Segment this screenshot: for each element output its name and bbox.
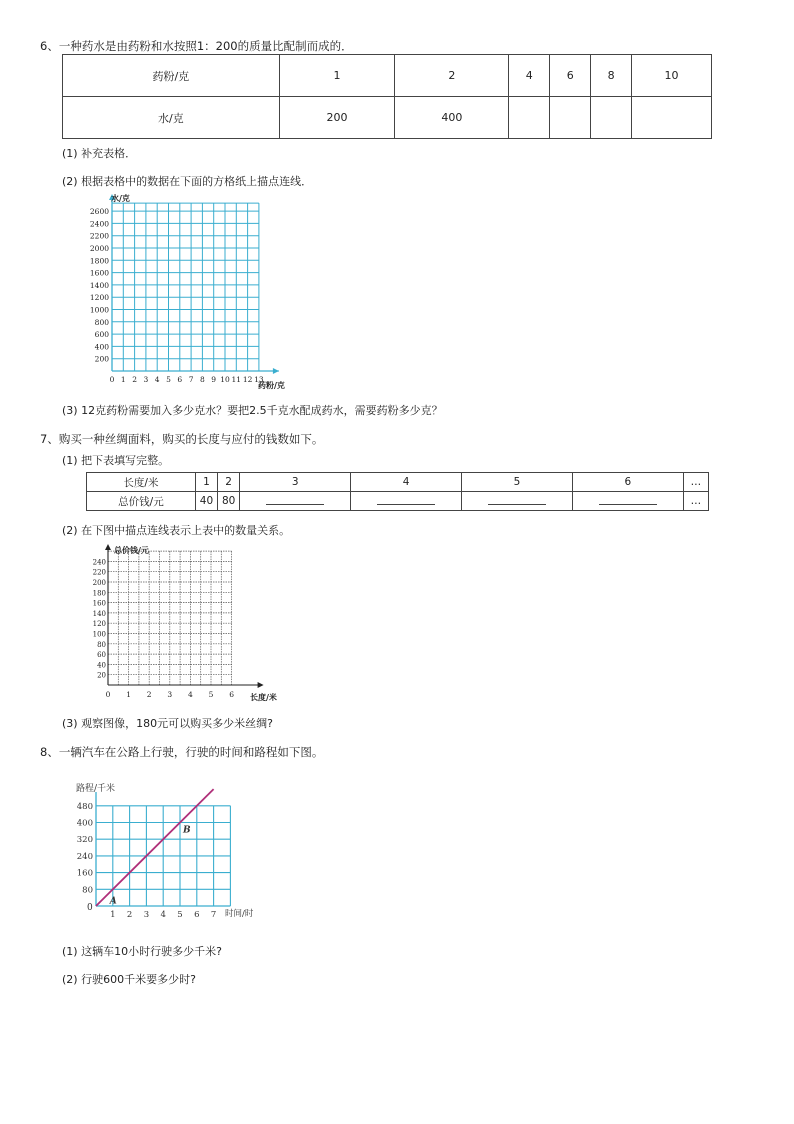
x-tick-label: 13 — [254, 375, 264, 384]
q8-ylabel: 路程/千米 — [76, 784, 116, 794]
y-tick-label: 20 — [97, 671, 106, 680]
q6-y-ticks — [90, 207, 109, 364]
x-tick-label: 4 — [188, 690, 193, 699]
x-tick-label: 5 — [166, 375, 171, 384]
x-tick-label: 5 — [177, 910, 183, 920]
x-tick-label: 7 — [210, 910, 217, 920]
table-cell: 1 — [195, 473, 217, 492]
y-tick-label: 40 — [97, 661, 106, 670]
y-tick-label: 2400 — [89, 219, 109, 229]
x-tick-label: 1 — [126, 690, 131, 699]
x-tick-label: 9 — [211, 375, 217, 384]
q7-grid-lines — [108, 551, 232, 685]
q8-origin-label: 0 — [87, 903, 93, 913]
y-tick-label: 1200 — [89, 293, 109, 303]
q7-y-ticks — [93, 558, 106, 679]
y-tick-label: 1000 — [89, 305, 109, 315]
x-tick-label: 2 — [132, 375, 137, 384]
y-axis-arrow — [105, 544, 111, 550]
y-tick-label: 200 — [94, 354, 109, 364]
table-cell: 80 — [218, 492, 240, 511]
q8-sub2: (2) 行驶600千米要多少时? — [62, 973, 196, 986]
y-tick-label: 220 — [92, 568, 106, 577]
q6-grid-lines — [112, 203, 259, 371]
q8-y-ticks — [77, 802, 93, 896]
x-tick-label: 11 — [231, 375, 242, 384]
x-tick-label: 8 — [200, 375, 205, 384]
q7-table-row-length — [87, 473, 709, 492]
q8-point-b-label: B — [183, 825, 191, 836]
y-tick-label: 160 — [76, 868, 93, 879]
table-cell: 400 — [395, 97, 509, 139]
table-cell: 水/克 — [63, 97, 280, 139]
y-tick-label: 600 — [94, 330, 109, 340]
table-cell: 10 — [632, 55, 712, 97]
x-tick-label: 4 — [160, 910, 166, 920]
table-cell: … — [683, 473, 708, 492]
table-cell-blank[interactable] — [509, 97, 550, 139]
q6-table-row-powder — [63, 55, 712, 97]
x-tick-label: 3 — [143, 375, 149, 384]
q6-sub3: (3) 12克药粉需要加入多少克水？要把2.5千克水配成药水，需要药粉多少克？ — [62, 404, 443, 417]
x-tick-label: 4 — [154, 375, 160, 384]
y-tick-label: 200 — [92, 579, 106, 587]
x-axis-arrow — [258, 682, 264, 688]
table-cell: 2 — [218, 473, 240, 492]
q8-series-line — [96, 789, 214, 906]
y-tick-label: 320 — [76, 835, 93, 846]
y-tick-label: 100 — [92, 630, 106, 639]
answer-blank-cell[interactable] — [572, 492, 683, 511]
q6-x-ticks — [110, 375, 264, 384]
table-cell: 1 — [279, 55, 395, 97]
q6-grid-chart — [84, 190, 294, 395]
table-cell: 8 — [591, 55, 632, 97]
table-cell: 总价钱/元 — [87, 492, 196, 511]
y-tick-label: 2200 — [89, 231, 109, 241]
y-tick-label: 2000 — [89, 244, 109, 253]
y-tick-label: 140 — [92, 609, 106, 618]
y-tick-label: 800 — [94, 317, 109, 327]
y-tick-label: 60 — [97, 651, 106, 660]
x-tick-label: 12 — [242, 375, 253, 384]
x-tick-label: 2 — [126, 910, 133, 920]
q8-grid-lines — [96, 806, 230, 906]
table-cell-blank[interactable] — [550, 97, 591, 139]
y-tick-label: 400 — [94, 342, 109, 352]
y-tick-label: 2600 — [89, 207, 109, 217]
q7-sub2: (2) 在下图中描点连线表示上表中的数量关系。 — [62, 524, 291, 537]
y-tick-label: 1800 — [89, 256, 109, 266]
table-cell: 长度/米 — [87, 473, 196, 492]
table-cell: 40 — [195, 492, 217, 511]
x-tick-label: 6 — [194, 910, 200, 920]
q6-sub1: (1) 补充表格． — [62, 147, 137, 160]
x-tick-label: 1 — [120, 375, 126, 384]
q7-grid-chart — [84, 540, 284, 705]
y-tick-label: 480 — [76, 801, 93, 812]
q7-sub1: (1) 把下表填写完整。 — [62, 454, 170, 467]
q7-sub3: (3) 观察图像，180元可以购买多少米丝绸? — [62, 717, 273, 730]
table-cell: 3 — [240, 473, 351, 492]
q8-x-ticks — [110, 910, 216, 920]
q7-table-row-price — [87, 492, 709, 511]
table-cell: … — [683, 492, 708, 511]
q7-x-ticks — [106, 690, 235, 699]
q6-sub2: (2) 根据表格中的数据在下面的方格纸上描点连线． — [62, 175, 313, 188]
answer-blank-cell[interactable] — [351, 492, 462, 511]
y-tick-label: 1600 — [89, 268, 109, 278]
x-tick-label: 2 — [146, 690, 152, 699]
x-tick-label: 6 — [177, 375, 183, 384]
answer-blank[interactable] — [377, 495, 435, 505]
q6-xlabel: 药粉/克 — [258, 380, 285, 390]
y-tick-label: 240 — [92, 558, 106, 567]
q8-title: 8、一辆汽车在公路上行驶，行驶的时间和路程如下图。 — [40, 745, 324, 759]
table-cell: 5 — [462, 473, 573, 492]
x-axis-arrow — [273, 368, 279, 374]
x-tick-label: 3 — [167, 690, 173, 699]
y-tick-label: 160 — [92, 599, 106, 608]
x-tick-label: 10 — [220, 375, 230, 384]
table-cell: 4 — [509, 55, 550, 97]
q7-xlabel: 长度/米 — [250, 692, 277, 702]
table-cell: 2 — [395, 55, 509, 97]
table-cell-blank[interactable] — [632, 97, 712, 139]
q8-line-chart — [70, 778, 270, 923]
x-tick-label: 0 — [109, 375, 115, 384]
q6-table — [62, 54, 712, 139]
table-cell: 药粉/克 — [63, 55, 280, 97]
q8-point-a-label: A — [109, 896, 117, 907]
q8-xlabel: 时间/时 — [225, 909, 254, 919]
x-tick-label: 0 — [105, 690, 111, 699]
q7-table — [86, 472, 709, 511]
q6-table-row-water — [63, 97, 712, 139]
answer-blank-cell[interactable] — [462, 492, 573, 511]
y-tick-label: 80 — [82, 885, 93, 896]
table-cell-blank[interactable] — [591, 97, 632, 139]
y-tick-label: 120 — [92, 620, 106, 629]
y-tick-label: 80 — [97, 640, 106, 649]
q8-sub1: (1) 这辆车10小时行驶多少千米? — [62, 945, 222, 958]
y-tick-label: 1400 — [89, 280, 109, 290]
answer-blank[interactable] — [599, 495, 657, 505]
table-cell: 6 — [550, 55, 591, 97]
y-tick-label: 400 — [76, 818, 93, 829]
table-cell: 200 — [279, 97, 395, 139]
x-tick-label: 7 — [188, 375, 194, 384]
x-tick-label: 3 — [143, 910, 150, 920]
q6-ylabel: 水/克 — [111, 193, 130, 203]
x-tick-label: 1 — [110, 910, 116, 920]
y-tick-label: 240 — [76, 851, 93, 862]
table-cell: 4 — [351, 473, 462, 492]
answer-blank[interactable] — [266, 495, 324, 505]
x-tick-label: 5 — [208, 690, 214, 699]
answer-blank-cell[interactable] — [240, 492, 351, 511]
table-cell: 6 — [572, 473, 683, 492]
y-tick-label: 180 — [92, 589, 106, 598]
q7-title: 7、购买一种丝绸面料，购买的长度与应付的钱数如下。 — [40, 432, 324, 446]
answer-blank[interactable] — [488, 495, 546, 505]
q6-title: 6、一种药水是由药粉和水按照1：200的质量比配制而成的． — [40, 39, 353, 53]
x-tick-label: 6 — [229, 690, 234, 699]
q7-ylabel: 总价钱/元 — [114, 545, 149, 555]
